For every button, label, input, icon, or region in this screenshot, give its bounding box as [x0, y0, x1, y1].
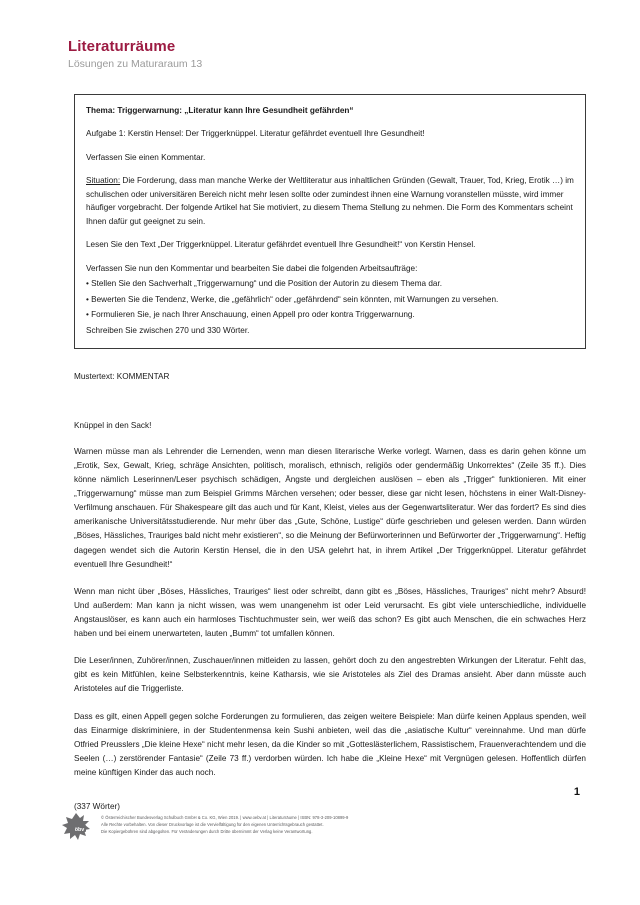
sample-answer [74, 370, 586, 814]
assignment-length-note: Schreiben Sie zwischen 270 und 330 Wörter. [86, 326, 250, 336]
sample-answer-headline: Knüppel in den Sack! [74, 420, 152, 430]
assignment-bullet: • Formulieren Sie, je nach Ihrer Anschauung, einen Appell pro oder kontra Triggerwarnung. [86, 310, 415, 320]
assignment-instruction: Verfassen Sie einen Kommentar. [86, 152, 206, 162]
assignment-tasks-intro: Verfassen Sie nun den Kommentar und bearbeiten Sie dabei die folgenden Arbeitsaufträge: [86, 263, 418, 273]
body-paragraph: Warnen müsse man als Lehrender die Lernenden, wenn man diesen literarische Werke vorlegt. Warnen, dass es darin gehen könne um „Erotik, Sex, Gewalt, Krieg, schräge Ansichten, politisch, moralisch, ethnisch, religiös oder gendermäßig Unkorrektes“ (Zeile 35 ff.). Dies könne nämlich Leserinnen/Leser psychisch schädigen, Ängste und dergleichen auslösen – eben als „Trigger“ funktionieren. Mit einer „Triggerwarnung“ müsse man zum Beispiel Grimms Märchen versehen; oder besser, diese gar nicht lesen, höchstens in einer Walt-Disney-Verfilmung anschauen. Für Shakespeare gilt das auch und für Kant, Kleist, vieles aus der Gegenwartsliteratur. Wer das fordert? Es sind dies amerikanische Universitätsstudierende. Nur mehr über das „Gute, Schöne, Lustige“ dürfe geschrieben und gelesen werden. Dann würden „Böses, Hässliches, Trauriges bald nicht mehr existieren“, so die Meinung der Befürworterinnen und Befürworter der „Triggerwarnung“. Heftig dagegen wendet sich die Autorin Kerstin Hensel, die in den USA gelehrt hat, in ihrem Artikel „Der Triggerknüppel. Literatur gefährdet eventuell Ihre Gesundheit!“ [74, 446, 586, 569]
assignment-box [74, 94, 586, 349]
svg-text:öbv: öbv [74, 826, 85, 833]
assignment-bullet: • Stellen Sie den Sachverhalt „Triggerwarnung“ und die Position der Autorin zu diesem Thema dar. [86, 279, 443, 289]
situation-label: Situation: [86, 176, 121, 186]
footer-rights-line: Alle Rechte vorbehalten. Von dieser Druckvorlage ist die Vervielfältigung für den eigenen Unterrichtsgebrauch gestattet. [101, 822, 324, 828]
page-subtitle: Lösungen zu Maturaraum 13 [68, 58, 203, 70]
assignment-thema: Thema: Triggerwarnung: „Literatur kann Ihre Gesundheit gefährden“ [86, 105, 354, 115]
assignment-aufgabe: Aufgabe 1: Kerstin Hensel: Der Triggerknüppel. Literatur gefährdet eventuell Ihre Gesundheit! [86, 129, 425, 139]
assignment-read-text: Lesen Sie den Text „Der Triggerknüppel. Literatur gefährdet eventuell Ihre Gesundheit!“ von Kerstin Hensel. [86, 240, 476, 250]
sample-answer-label: Mustertext: KOMMENTAR [74, 371, 170, 381]
footer-notice-line: Die Kopiergebühren sind abgegolten. Für Veränderungen durch Dritte übernimmt der Verlag keine Verantwortung. [101, 829, 313, 835]
oebv-logo-icon [62, 812, 92, 842]
body-paragraph: Die Leser/innen, Zuhörer/innen, Zuschauer/innen mitleiden zu lassen, gehört doch zu den angestrebten Wirkungen der Literatur. Fehlt das, gibt es kein Mitfühlen, keine Selbsterkenntnis, keine Katharsis, wie sie Aristoteles als Ziel des Dramas ansieht. Aber dann müsste auch Aristoteles auf die Triggerliste. [74, 656, 586, 694]
document-header [68, 38, 580, 72]
footer-text-block [101, 812, 348, 835]
page-number: 1 [573, 786, 580, 798]
assignment-bullet: • Bewerten Sie die Tendenz, Werke, die „gefährlich“ oder „gefährdend“ sein könnten, mit Warnungen zu versehen. [86, 294, 499, 304]
page-title: Literaturräume [68, 38, 176, 55]
assignment-situation [86, 174, 574, 228]
situation-text: Die Forderung, dass man manche Werke der Weltliteratur aus inhaltlichen Gründen (Gewalt, Trauer, Tod, Krieg, Erotik …) im schulischen oder universitären Bereich nicht mehr lesen sollte oder zumindest ihnen eine Warnung voranstellen müsste, wird immer häufiger vorgebracht. Der folgende Artikel hat Sie motiviert, zu diesem Thema Stellung zu nehmen. Die Form des Kommentars scheint Ihnen dafür gut geeignet zu sein. [86, 176, 574, 226]
body-paragraph: Dass es gilt, einen Appell gegen solche Forderungen zu formulieren, das zeigen weitere Beispiele: Man dürfe keinen Applaus spenden, weil das Einarmige diskriminiere, in der Studentenmensa kein Sushi anbieten, weil das die „asiatische Kultur“ vereinnahme. Und man dürfe Otfried Preusslers „Die kleine Hexe“ nicht mehr lesen, da die Kinder so mit „Gotteslästerlichem, Rassistischem, Frauenverachtendem und die Seelen (…) zerstörender Fantasie“ (Zeile 73 ff.) verdorben würden. Ich habe die „Kleine Hexe“ mit Vergnügen gelesen. Hoffentlich dürfen meine künftigen Kinder das auch noch. [74, 711, 586, 777]
body-paragraph: Wenn man nicht über „Böses, Hässliches, Trauriges“ liest oder schreibt, dann gibt es „Böses, Hässliches, Trauriges“ nicht mehr? Absurd! Und außerdem: Man kann ja nicht wissen, was wem unangenehm ist oder Leid verursacht. Es gibt viele unterschiedliche, individuelle Angstauslöser, es kann auch ein harmloses Tischtuchmuster sein, wer weiß das schon? Es gibt auch Menschen, die ein schwaches Herz haben und bei einem unerwarteten, lauten „Bumm“ tot umfallen können. [74, 586, 586, 639]
document-footer [62, 812, 582, 842]
word-count: (337 Wörter) [74, 802, 120, 812]
footer-copyright-line: © Österreichischer Bundesverlag Schulbuch GmbH & Co. KG, Wien 2019. | www.oebv.at | Literaturräume | ISBN: 978-3-209-10899-9 [101, 815, 349, 820]
